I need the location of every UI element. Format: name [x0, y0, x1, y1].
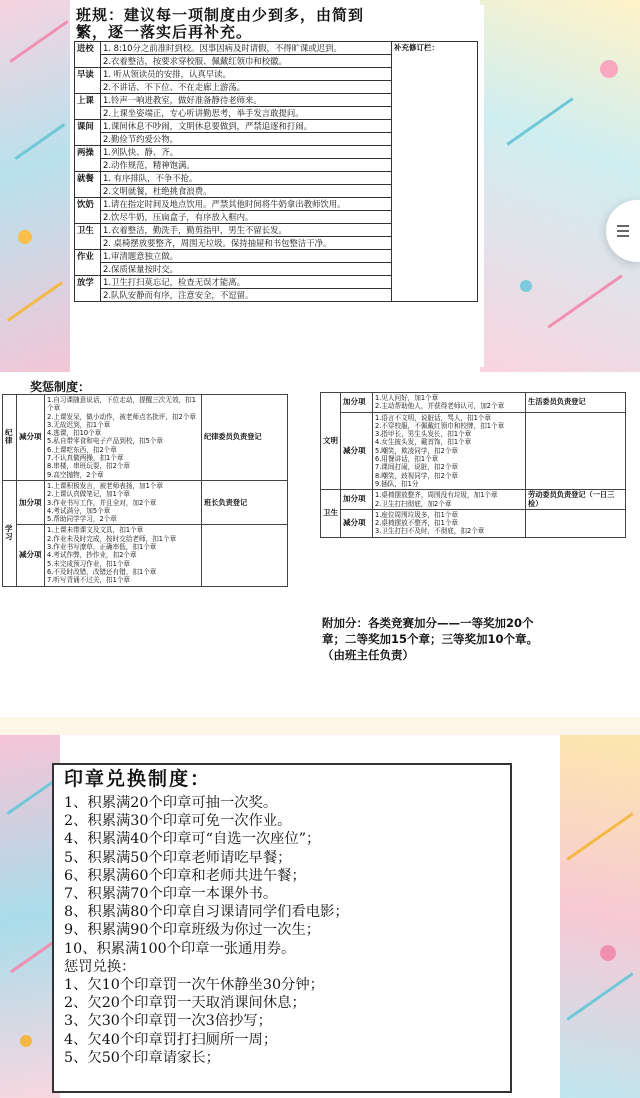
menu-lines-icon	[617, 222, 629, 240]
rules-title: 班规：建议每一项制度由少到多，由简到 繁，逐一落实后再补充。	[76, 6, 365, 41]
bonus-note: 附加分：各类竞赛加分——一等奖加20个 章；二等奖加15个章；三等奖加10个章。 （由班主任负责）	[322, 616, 539, 662]
stamp-exchange-document	[52, 763, 512, 1093]
stamp-title: 印章兑换制度：	[64, 768, 212, 790]
stamp-line: 2、积累满30个印章可免一次作业。	[64, 813, 292, 830]
rules-table: 进校 1. 8:10分之前准时到校。因事因病及时请假，不得旷课或迟到。 补充修订栏： 2.衣着整洁，按要求穿校服、佩戴红领巾和校徽。 早读 1. 听从领读员的安排，认真早读。 2.不讲话、不下位、不在走廊上游荡。 上课 1.铃声一响进教室，做好准备静待老师来。 2.上课坐姿端正，专心听讲勤思考，举手发言敢提问。 课间 1.课间休息不吵闹，文明休息要做到，严禁追逐和打闹。 2.勤俭节约爱公物。 两操 1.列队快、静、齐。 2.动作规范，精神饱满。 就餐 1. 有序排队，不争不抢。 2.文明就餐，杜绝挑食浪费。 饮奶 1.请在指定时间及地点饮用。严禁其他时间将牛奶拿出教师饮用。 2.饮尽牛奶，压扁盒子，有序放入框内。 卫生 1.衣着整洁，勤洗手，勤剪指甲，男生不留长发。 2. 桌椅摆放要整齐，周围无垃圾。保持抽屉和书包整洁干净。 作业 1.审清题意独立做。 2.保质保量按时交。 放学 1.卫生打扫莫忘记，检查无误才能离。 2.队队安静而有序，注意安全，不逗留。	[74, 41, 478, 302]
stamp-line: 7、积累满70个印章一本课外书。	[64, 886, 278, 903]
stamp-line: 10、积累满100个印章一张通用券。	[64, 940, 296, 957]
stamp-line: 5、积累满50个印章老师请吃早餐；	[64, 849, 292, 866]
class-rules-section	[0, 0, 640, 372]
stamp-line: 6、积累满60个印章和老师共进午餐；	[64, 867, 306, 884]
stamp-line: 4、积累满40个印章可“自选一次座位”；	[64, 831, 321, 848]
stamp-line: 9、积累满90个印章班级为你过一次生；	[64, 922, 321, 939]
decorative-background-right	[560, 735, 640, 1098]
stamp-line: 1、积累满20个印章可抽一次奖。	[64, 795, 278, 811]
stamp-line: 3、欠30个印章罚一次3倍抄写；	[64, 1013, 272, 1030]
stamp-line: 2、欠20个印章罚一天取消课间休息；	[64, 995, 306, 1012]
rewards-left-document	[2, 378, 290, 708]
stamp-line: 8、积累满80个印章自习课请同学们看电影；	[64, 904, 349, 921]
rewards-title: 奖惩制度：	[30, 380, 91, 394]
class-rules-document	[72, 5, 484, 367]
rewards-right-table: 文明 加分项 1.见人问好，加1个章 2.主动帮助他人，并获得老师认可，加2个章 生活委员负责登记 减分项 1.语言不文明，说脏话，骂人，扣1个章 2.不穿校服，不佩戴红领巾和校牌，扣1个章 3.指甲长，男生头发长，扣1个章 4.女生披头发，戴首饰，扣1个章 5.嘲笑，欺凌同学，扣2个章 6.用餐讲话，扣1个章 7.课间打闹，说脏，扣2个章 8.嘲笑，歧视同学，扣2个章 9.插队，扣1分 卫生 加分项 1.桌椅摆放整齐，周围没有垃圾，加1个章 2.卫生打扫彻底，加2个章 劳动委员负责登记（一日三检） 减分项 1.座位周围垃圾多，扣1个章 2.桌椅摆放不整齐，扣1个章 3.卫生打扫不及时，不彻底，扣2个章	[320, 392, 626, 538]
stamp-line: 5、欠50个印章请家长；	[64, 1049, 220, 1066]
stamp-exchange-section	[0, 735, 640, 1098]
penalty-heading: 惩罚兑换：	[64, 958, 136, 975]
rewards-left-table: 纪律 减分项 1.自习课随意说话，下位走动，提醒三次无效，扣1个章 2.上课发呆，做小动作，被老师点名批评，扣2个章 3.无故迟到，扣1个章 4.逃课，扣10个章 5.私自带零食和电子产品到校，扣5个章 6.上课吃东西，扣2个章 7.不认真做两操，扣1个章 8.串楼，串班玩耍，扣2个章 9.高空抛物，2个章 纪律委员负责登记 学习 加分项 1.上课积极发言，被老师表扬，加1个章 2.上课认真做笔记，加1个章 3.作业书写工作，并且全对，加2个章 4.考试满分，加5个章 5.帮助同学学习，2个章 班长负责登记 减分项 1.上课未带课文及文具，扣1个章 2.作业未及时完成，按时交给老师，扣1个章 3.作业书写潦草，正确率低，扣1个章 4.考试作弊，抄作业，扣2个章 5.未完成预习作业，扣1个章 6.不及时改错，改错还有错，扣1个章 7.听写背诵不过关，扣1个章	[2, 394, 288, 587]
stamp-line: 1、欠10个印章罚一次午休静坐30分钟；	[64, 977, 324, 994]
rewards-section	[0, 372, 640, 717]
stamp-line: 4、欠40个印章罚打扫厕所一周；	[64, 1031, 278, 1048]
